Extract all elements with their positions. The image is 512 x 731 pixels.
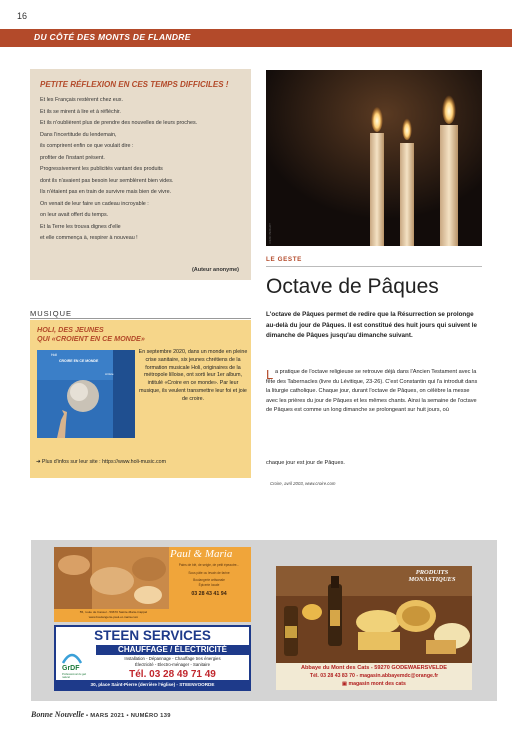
ad-steen-address: 30, place Saint-Pierre (derrière l'église) - STEENVOORDE (56, 680, 249, 689)
music-title (37, 325, 145, 343)
footer (31, 710, 171, 719)
photo-credit: CIRIC BRIGOT (268, 223, 272, 244)
poem-line: Dans l'incertitude du lendemain, (40, 131, 117, 138)
ad-paul-maria[interactable] (54, 547, 251, 622)
poem-line: profiter de l'instant présent. (40, 154, 105, 161)
article-body: a pratique de l'octave religieuse se retrouve déjà dans l'Ancien Testament avec la fête des Tabernacles (livre du Lévitique, 23-26). C'est Constantin qui l'a introduit dans la liturgie catholique. Chaque jour, durant l'octave de Pâques, on célèbre la messe avec les prières du jour de Pâques et les mêmes chants. Ainsi la semaine de l'octave de Pâques est comme un long dimanche se prolongeant sur huit jours, où (266, 369, 478, 414)
ad-abbaye-brand (396, 569, 468, 583)
poem-lines (40, 95, 245, 245)
ad-steen-services[interactable] (54, 625, 251, 691)
poem-line: Progressivement les publicités vantant des produits (40, 166, 163, 172)
article-kicker-divider (266, 266, 482, 267)
grdf-logo-sub: Professionnel du gaz naturel (62, 673, 87, 679)
grdf-logo-icon (61, 651, 83, 665)
music-title-line1: HOLI, DES JEUNES (37, 325, 104, 334)
ad-abbaye-address: Abbaye du Mont des Cats - 59270 GODEWAERSVELDE (300, 665, 448, 671)
ad-paul-maria-address-line: 55, route de Cassel - 59670 Sainte-Marie-Cappel (79, 610, 148, 614)
poem-line: Et ils n'oublièrent plus de prendre des nouvelles de leurs proches. (40, 120, 198, 126)
poem-line: dont ils n'avaient pas besoin leur semblèrent bien vides. (40, 177, 174, 184)
music-info (36, 459, 166, 465)
ad-paul-maria-website: www.boulangerie-paul-et-maria.com (88, 614, 139, 619)
music-info-link[interactable]: Plus d'infos sur leur site : https://www.holi-music.com (41, 459, 166, 465)
ad-steen-subtitle: CHAUFFAGE / ÉLECTRICITÉ (96, 645, 249, 655)
page-number: 16 (17, 11, 28, 21)
album-cover (37, 350, 135, 438)
section-band (0, 29, 512, 47)
ad-abbaye-contact (276, 663, 472, 690)
ad-abbaye-mont-des-cats[interactable] (276, 566, 472, 690)
musique-label: MUSIQUE (30, 309, 73, 318)
article-dropcap: L (266, 367, 274, 382)
poem-line: Ils n'étaient pas en train de survivre mais bien de vivre. (40, 189, 172, 195)
article-kicker: LE GESTE (266, 256, 302, 263)
ad-paul-maria-phone: 03 28 43 41 94 (191, 591, 227, 597)
bread-photo (54, 547, 169, 609)
footer-issue: • MARS 2021 • NUMÉRO 139 (86, 713, 171, 719)
ad-paul-maria-text: Sous pâte ou levain de farine (188, 571, 230, 575)
ad-paul-maria-brand: Paul & Maria (170, 548, 233, 560)
article-title: Octave de Pâques (266, 275, 439, 298)
poem-line: Et ils se mirent à lire et à réfléchir. (40, 108, 121, 115)
album-art (37, 350, 135, 438)
poem-author: (Auteur anonyme) (191, 267, 239, 273)
ad-steen-services-line: Installation - Dépannage - Chauffage tres énergies (124, 656, 221, 661)
ad-steen-services-line: Électricité - Electro-ménager - Sanitaire (135, 662, 210, 667)
poem-line: Et la Terre les trouva dignes d'elle (40, 223, 121, 230)
musique-divider (30, 318, 251, 319)
poem-line: et elle commença à, respirer à nouveau ! (40, 235, 138, 241)
article-body-end: chaque jour est jour de Pâques. (266, 460, 345, 466)
music-title-line2: QUI «CROIENT EN CE MONDE» (37, 334, 145, 343)
article-lead: L'octave de Pâques permet de redire que la Résurrection se prolonge au-delà du jour de Pâques. Il est constitué des huit jours qui suivent le dimanche de Pâques jusqu'au dimanche suivant. (266, 311, 477, 339)
music-description: En septembre 2020, dans un monde en pleine crise sanitaire, six jeunes chrétiens de la formation musicale Holi, originaires de la métropole lilloise, ont sorti leur 1er album, intitulé «Croire en ce monde». Par leur musique, ils veulent transmettre leur foi et joie de croire. (138, 349, 248, 402)
candles-illustration (266, 70, 482, 246)
ad-paul-maria-text: Pains de blé, de seigle, de petit épeautre... (178, 563, 240, 567)
ad-paul-maria-address (56, 610, 171, 619)
album-artist: Holi (51, 353, 58, 357)
article-source: Croire, avril 2003, www.croire.com (270, 481, 336, 486)
poem-line: on leur avait offert du temps. (40, 212, 109, 218)
footer-brand: Bonne Nouvelle (31, 710, 85, 719)
grdf-logo-text: GrDF (62, 665, 80, 672)
section-band-title: DU CÔTÉ DES MONTS DE FLANDRE (34, 32, 191, 42)
ad-paul-maria-text: Épicerie locale (198, 583, 220, 587)
poem-title: PETITE RÉFLEXION EN CES TEMPS DIFFICILES ! (40, 80, 229, 89)
ad-abbaye-facebook-label: magasin mont des cats (348, 681, 406, 687)
candles-photo (266, 70, 482, 246)
music-box (30, 320, 251, 478)
grdf-logo (61, 651, 91, 679)
ad-steen-phone: Tél. 03 28 49 71 49 (129, 669, 216, 680)
ad-abbaye-facebook (276, 681, 472, 687)
album-title: CROIRE EN CE MONDE (59, 359, 99, 363)
ad-paul-maria-text: Boulangerie artisanale (193, 578, 225, 582)
arrow-right-icon: ➜ (36, 459, 42, 465)
poem-line: On venait de leur faire un cadeau incroyable : (40, 200, 149, 207)
ad-steen-name: STEEN SERVICES (94, 628, 211, 643)
ad-abbaye-brand-line2: MONASTIQUES (408, 576, 456, 583)
facebook-icon: ▣ (342, 681, 349, 687)
poem-box (30, 69, 251, 280)
ad-abbaye-brand-line1: PRODUITS (415, 569, 449, 576)
poem-line: ils comprirent enfin ce que voulait dire : (40, 143, 134, 149)
poem-line: Et les Français restèrent chez eux. (40, 97, 123, 103)
ad-abbaye-phone: Tél. 03 28 43 83 70 - magasin.abbayemdc@orange.fr (309, 673, 439, 679)
album-note: Artiste (105, 372, 114, 376)
